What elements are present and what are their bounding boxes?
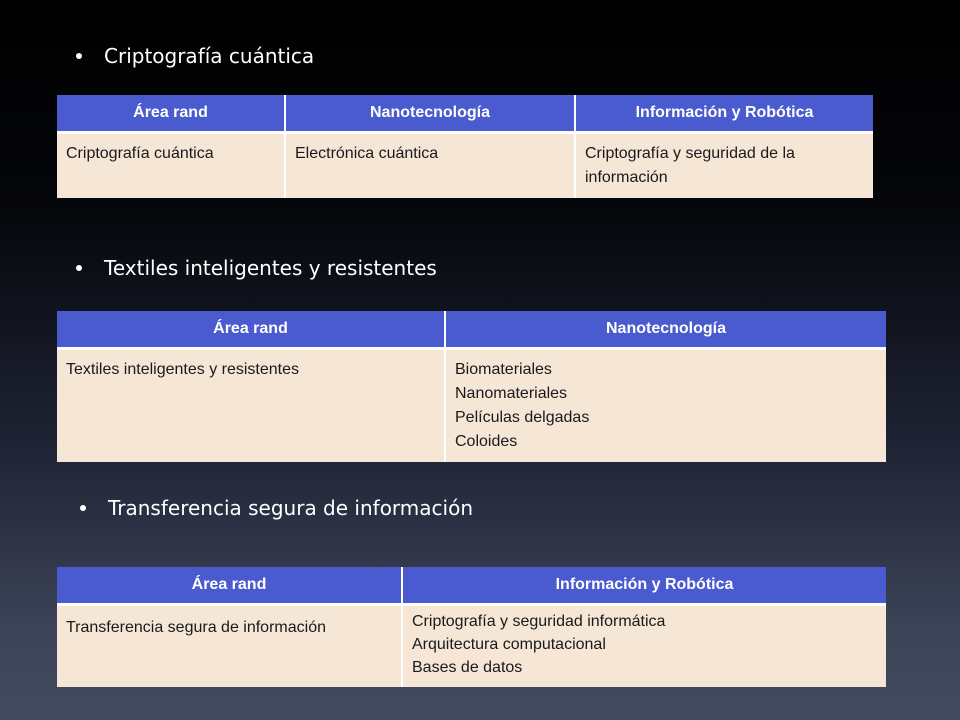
table-row <box>57 605 886 688</box>
bullet-transferencia <box>80 496 473 520</box>
table-transferencia <box>57 567 886 687</box>
cell-text: Electrónica cuántica <box>295 145 439 162</box>
header-area-rand: Área rand <box>57 95 285 133</box>
cell-text: Criptografía y seguridad de la información <box>585 145 795 186</box>
cell-line: Coloides <box>455 433 518 450</box>
section-heading: Transferencia segura de información <box>108 496 473 520</box>
cell-line: Biomateriales <box>455 361 552 378</box>
table-cell <box>57 605 402 688</box>
cell-line: Bases de datos <box>412 659 523 676</box>
bullet-dot-icon <box>76 53 82 59</box>
table-cell <box>575 133 873 199</box>
cell-line: Nanomateriales <box>455 385 568 402</box>
table-cell <box>57 133 285 199</box>
table-cell <box>285 133 575 199</box>
header-informacion-robotica: Información y Robótica <box>575 95 873 133</box>
cell-text: Transferencia segura de información <box>66 619 326 636</box>
bullet-dot-icon <box>80 505 86 511</box>
table-header-row <box>57 567 886 605</box>
header-nanotecnologia: Nanotecnología <box>445 311 886 349</box>
cell-text: Criptografía cuántica <box>66 145 214 162</box>
table-cell <box>57 349 445 463</box>
table-header-row <box>57 95 873 133</box>
bullet-dot-icon <box>76 265 82 271</box>
table-row <box>57 133 873 199</box>
table-row <box>57 349 886 463</box>
header-area-rand: Área rand <box>57 567 402 605</box>
bullet-textiles <box>76 256 437 280</box>
table-textiles <box>57 311 886 462</box>
table-header-row <box>57 311 886 349</box>
section-heading: Textiles inteligentes y resistentes <box>104 256 437 280</box>
cell-line: Arquitectura computacional <box>412 636 606 653</box>
cell-line: Criptografía y seguridad informática <box>412 613 666 630</box>
cell-line: Películas delgadas <box>455 409 590 426</box>
table-cell <box>445 349 886 463</box>
header-area-rand: Área rand <box>57 311 445 349</box>
table-criptografia <box>57 95 873 198</box>
table-cell <box>402 605 886 688</box>
header-informacion-robotica: Información y Robótica <box>402 567 886 605</box>
cell-text: Textiles inteligentes y resistentes <box>66 361 299 378</box>
header-nanotecnologia: Nanotecnología <box>285 95 575 133</box>
bullet-criptografia <box>76 44 314 68</box>
section-heading: Criptografía cuántica <box>104 44 315 68</box>
